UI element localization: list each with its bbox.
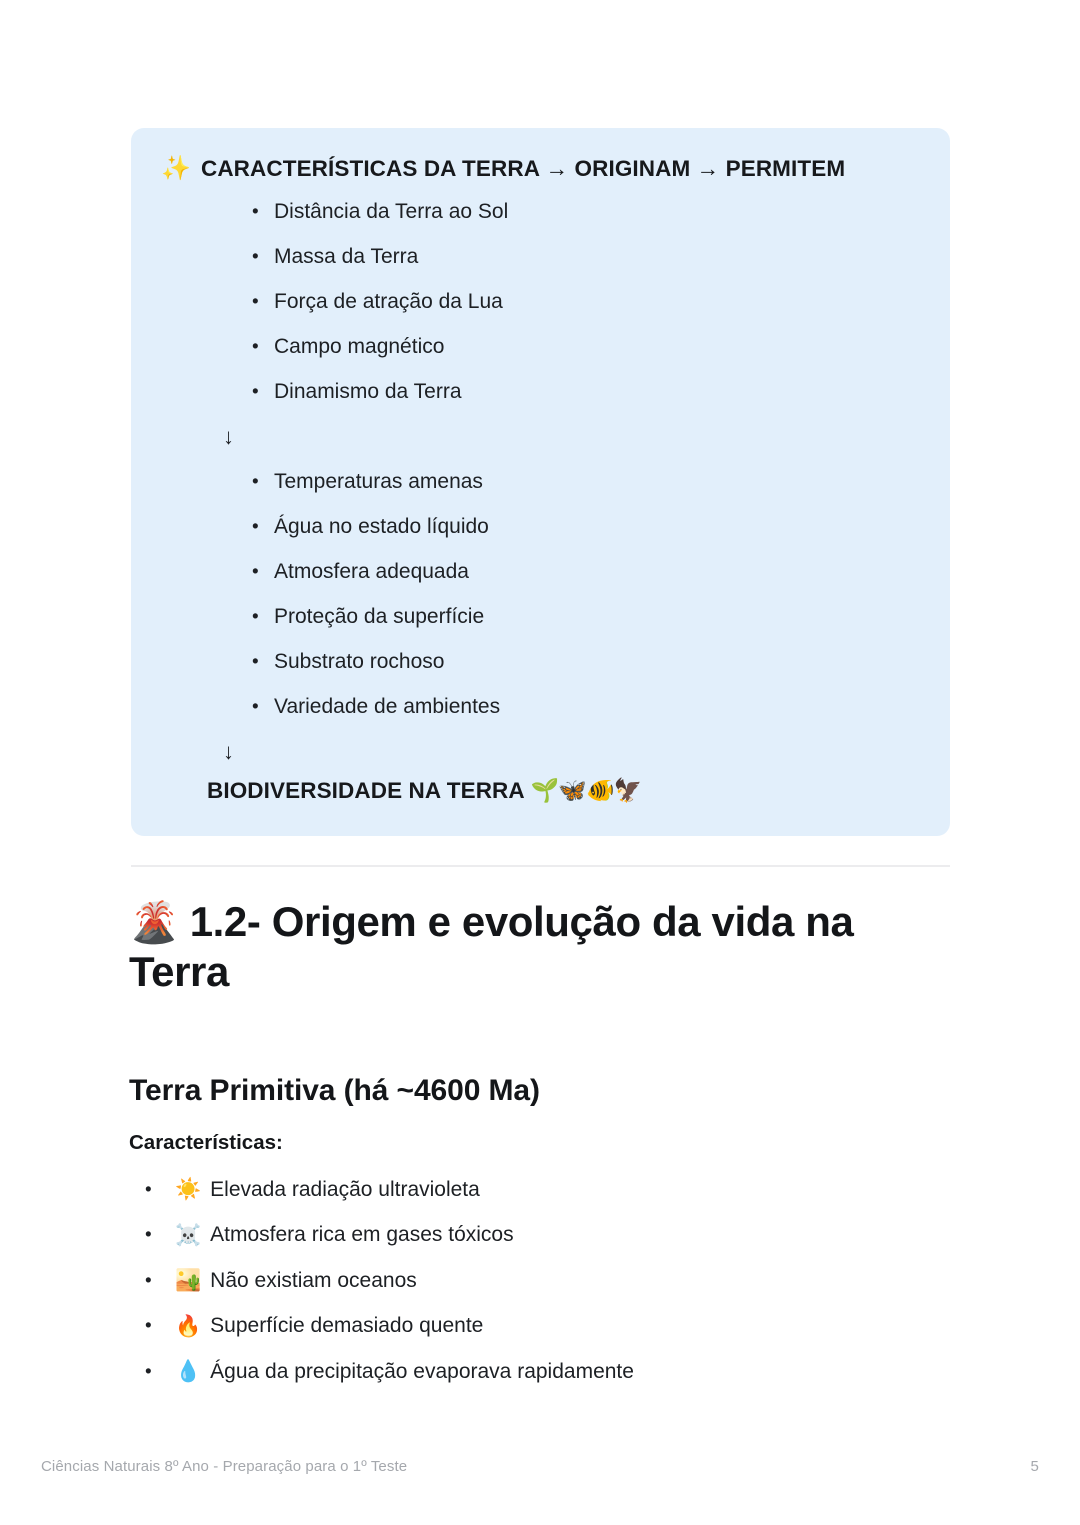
list-item — [129, 1213, 929, 1259]
volcano-icon: 🌋 — [129, 901, 179, 945]
list-item-label: Não existiam oceanos — [210, 1268, 417, 1292]
list-item-label: • Campo magnético — [274, 334, 445, 358]
list-item-label: Água da precipitação evaporava rapidamente — [210, 1359, 634, 1383]
origin-factors-list — [161, 189, 920, 414]
callout-conclusion — [161, 776, 920, 805]
list-item — [161, 234, 920, 279]
list-item — [129, 1258, 929, 1304]
list-item-label: Elevada radiação ultravioleta — [210, 1177, 480, 1201]
list-item — [161, 594, 920, 639]
sun-icon: • ☀️ — [175, 1178, 202, 1202]
fire-icon: • 🔥 — [175, 1314, 202, 1338]
list-item — [129, 1304, 929, 1350]
subsection-title: Terra Primitiva (há ~4600 Ma) — [129, 1074, 540, 1107]
list-item-label: • Dinamismo da Terra — [274, 379, 462, 403]
list-item-label: • Proteção da superfície — [274, 604, 485, 628]
list-item-label: Atmosfera rica em gases tóxicos — [210, 1223, 514, 1247]
arrow-down-icon-1: ↓ — [223, 423, 234, 449]
page-title-text: 1.2- Origem e evolução da vida na Terra — [129, 898, 854, 995]
characteristics-callout — [131, 128, 950, 836]
callout-title-text: CARACTERÍSTICAS DA TERRA → ORIGINAM → PERMITEM — [200, 156, 846, 181]
list-item — [161, 279, 920, 324]
list-item — [161, 324, 920, 369]
arrow-down-icon-2: ↓ — [223, 738, 234, 764]
biodiversity-emoji-icons: 🌱🦋🐠🦅 — [530, 777, 642, 804]
callout-conclusion-label: BIODIVERSIDADE NA TERRA — [207, 778, 525, 804]
droplet-icon: • 💧 — [175, 1360, 202, 1384]
list-item — [161, 639, 920, 684]
list-item — [161, 369, 920, 414]
page-number: 5 — [1030, 1458, 1039, 1475]
sparkles-icon: ✨ — [161, 154, 191, 182]
footer-text: Ciências Naturais 8º Ano - Preparação para o 1º Teste — [41, 1458, 408, 1475]
page-title — [129, 897, 919, 996]
page-footer — [41, 1458, 1039, 1475]
list-item-label: • Substrato rochoso — [274, 649, 445, 673]
list-item — [161, 504, 920, 549]
list-item — [129, 1167, 929, 1213]
skull-and-crossbones-icon: • ☠️ — [175, 1223, 202, 1247]
list-item — [129, 1349, 929, 1395]
list-item — [161, 549, 920, 594]
list-item-label: • Distância da Terra ao Sol — [274, 199, 509, 223]
permitted-conditions-list — [161, 459, 920, 729]
desert-icon: • 🏜️ — [175, 1269, 202, 1293]
list-item-label: • Força de atração da Lua — [274, 289, 503, 313]
list-item-label: • Atmosfera adequada — [274, 559, 469, 583]
list-item-label: • Água no estado líquido — [274, 514, 489, 538]
list-item-label: Superfície demasiado quente — [210, 1314, 484, 1338]
list-item — [161, 684, 920, 729]
characteristics-label: Características: — [129, 1131, 283, 1154]
list-item-label: • Temperaturas amenas — [274, 469, 483, 493]
list-item — [161, 459, 920, 504]
list-item — [161, 189, 920, 234]
list-item-label: • Variedade de ambientes — [274, 694, 501, 718]
list-item-label: • Massa da Terra — [274, 244, 419, 268]
primitive-earth-characteristics-list — [129, 1167, 929, 1395]
callout-title — [161, 154, 920, 183]
section-divider — [131, 865, 950, 867]
